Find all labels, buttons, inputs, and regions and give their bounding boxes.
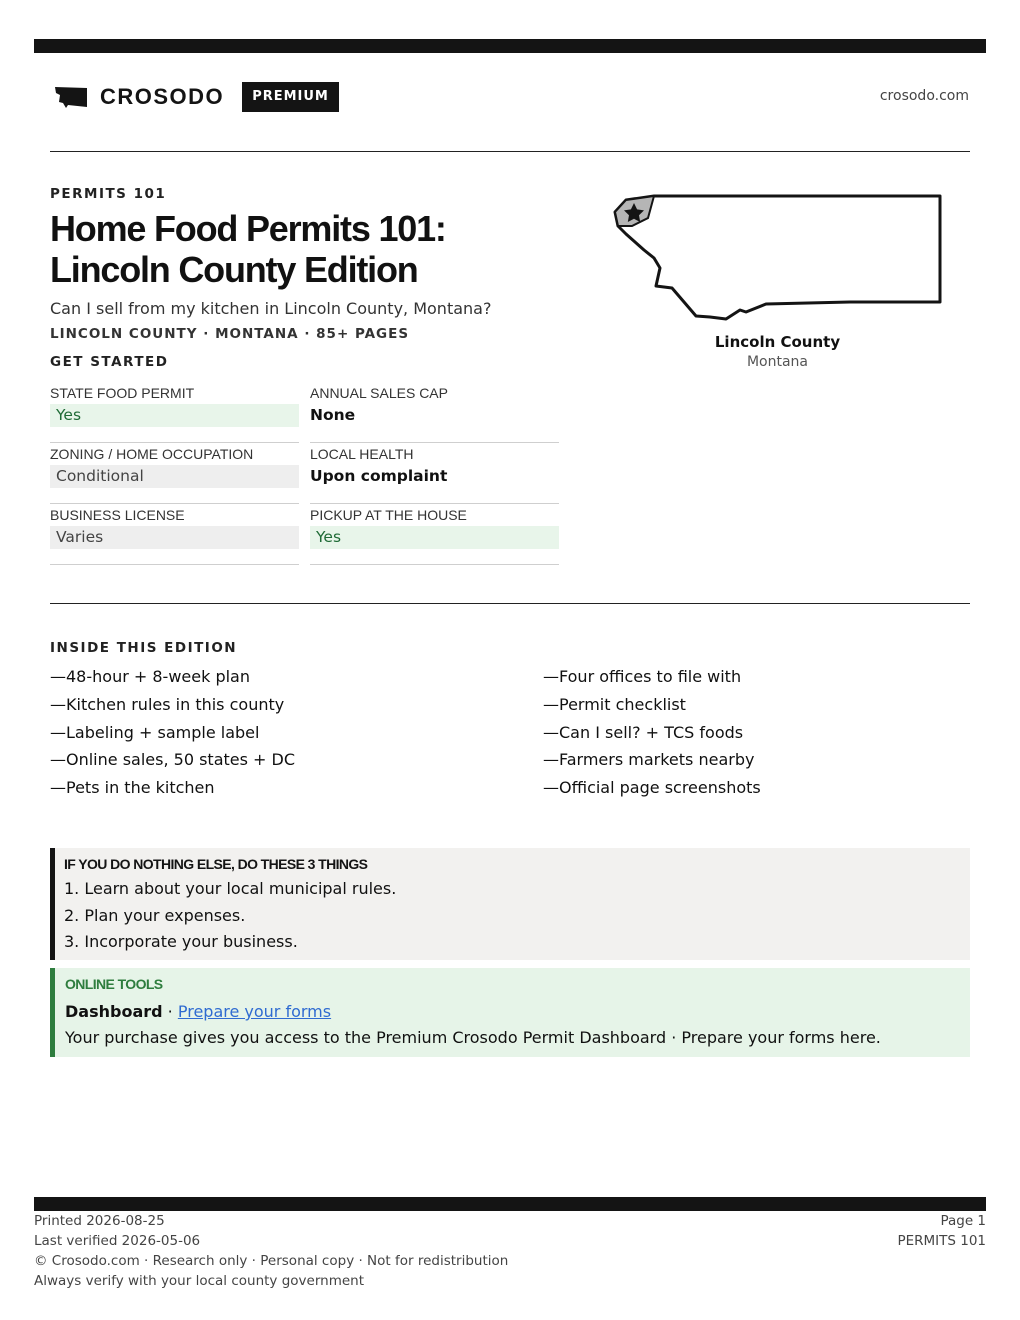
fact-value: Varies bbox=[50, 526, 299, 549]
section-divider bbox=[50, 603, 970, 604]
fact-label: STATE FOOD PERMIT bbox=[50, 385, 195, 401]
online-tools-heading: ONLINE TOOLS bbox=[65, 976, 163, 992]
contents-list bbox=[50, 666, 970, 805]
fact-value: None bbox=[310, 406, 356, 424]
copyright: © Crosodo.com · Research only · Personal copy · Not for redistribution bbox=[34, 1253, 509, 1269]
must-do-step: 1. Learn about your local municipal rules. bbox=[64, 879, 397, 898]
montana-silhouette-icon bbox=[54, 85, 88, 109]
list-item[interactable]: —Online sales, 50 states + DC bbox=[50, 750, 296, 770]
list-item[interactable]: —Four offices to file with bbox=[543, 667, 742, 686]
fact-local-health bbox=[310, 443, 559, 504]
fact-label: BUSINESS LICENSE bbox=[50, 507, 185, 523]
page-number: Page 1 bbox=[940, 1213, 986, 1229]
list-item[interactable]: —Official page screenshots bbox=[543, 778, 761, 798]
list-item[interactable]: —Farmers markets nearby bbox=[543, 750, 755, 770]
fact-pickup bbox=[310, 504, 559, 565]
verified-date: Last verified 2026-05-06 bbox=[34, 1233, 201, 1249]
header-divider bbox=[50, 151, 970, 152]
map-state-name: Montana bbox=[746, 354, 809, 370]
printed-date: Printed 2026-08-25 bbox=[34, 1213, 165, 1229]
contents-heading: INSIDE THIS EDITION bbox=[50, 640, 238, 656]
verify-note: Always verify with your local county government bbox=[34, 1273, 364, 1289]
dashboard-line bbox=[65, 1001, 970, 1023]
footer-section: PERMITS 101 bbox=[897, 1233, 986, 1249]
footer-left bbox=[34, 1211, 508, 1291]
fact-state-food-permit bbox=[50, 382, 299, 443]
fact-label: LOCAL HEALTH bbox=[310, 446, 414, 462]
list-item[interactable]: —48-hour + 8-week plan bbox=[50, 667, 250, 686]
fact-zoning bbox=[50, 443, 299, 504]
dashboard-label: Dashboard bbox=[65, 1002, 163, 1021]
fact-annual-sales-cap bbox=[310, 382, 559, 443]
fact-label: ANNUAL SALES CAP bbox=[310, 385, 448, 401]
fact-grid bbox=[50, 382, 559, 565]
brand-name: CROSODO bbox=[100, 84, 225, 109]
fact-value: Conditional bbox=[50, 465, 299, 488]
edition-meta: LINCOLN COUNTY · MONTANA · 85+ PAGES bbox=[50, 326, 410, 342]
footer-right bbox=[897, 1211, 986, 1251]
fact-label: ZONING / HOME OCCUPATION bbox=[50, 446, 254, 462]
fact-value: Upon complaint bbox=[310, 467, 448, 485]
online-tools-callout bbox=[50, 968, 970, 1057]
separator: · bbox=[162, 1002, 178, 1021]
montana-map-icon bbox=[610, 190, 946, 322]
list-item[interactable]: —Can I sell? + TCS foods bbox=[543, 722, 744, 742]
premium-badge: PREMIUM bbox=[242, 82, 339, 112]
subtitle: Can I sell from my kitchen in Lincoln County, Montana? bbox=[50, 299, 492, 318]
eyebrow: PERMITS 101 bbox=[50, 186, 167, 202]
must-do-callout bbox=[50, 848, 970, 960]
section-label-get-started: GET STARTED bbox=[50, 354, 169, 370]
list-item[interactable]: —Labeling + sample label bbox=[50, 722, 260, 742]
site-url[interactable]: crosodo.com bbox=[879, 88, 969, 104]
list-item[interactable]: —Pets in the kitchen bbox=[50, 778, 215, 798]
fact-label: PICKUP AT THE HOUSE bbox=[310, 507, 467, 523]
prepare-forms-link[interactable]: Prepare your forms bbox=[177, 1002, 332, 1021]
page-title: Home Food Permits 101: Lincoln County Edition bbox=[50, 208, 446, 290]
fact-value: Yes bbox=[50, 404, 299, 427]
list-item[interactable]: —Permit checklist bbox=[543, 694, 686, 714]
fact-value: Yes bbox=[310, 526, 559, 549]
must-do-step: 2. Plan your expenses. bbox=[64, 905, 246, 925]
bottom-rule-bar bbox=[34, 1197, 986, 1211]
map-county-name: Lincoln County bbox=[714, 333, 841, 351]
brand[interactable] bbox=[54, 80, 339, 114]
must-do-heading: IF YOU DO NOTHING ELSE, DO THESE 3 THINGS bbox=[64, 856, 368, 872]
dashboard-description: Your purchase gives you access to the Premium Crosodo Permit Dashboard · Prepare your forms here. bbox=[65, 1028, 881, 1047]
list-item[interactable]: —Kitchen rules in this county bbox=[50, 694, 285, 714]
top-rule-bar bbox=[34, 39, 986, 53]
fact-business-license bbox=[50, 504, 299, 565]
must-do-step: 3. Incorporate your business. bbox=[64, 932, 298, 951]
